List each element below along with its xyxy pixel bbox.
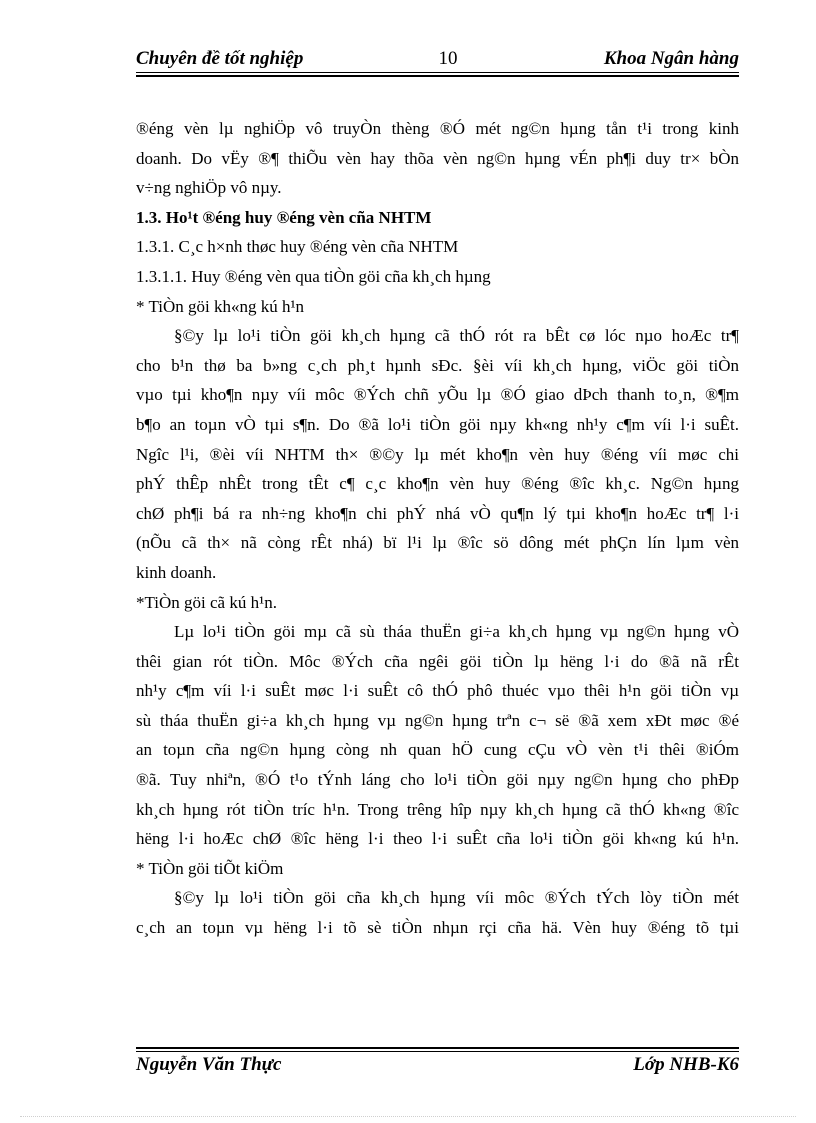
paragraph-line: v÷ng nghiÖp vô nµy.: [136, 178, 282, 198]
page-edge-divider: [20, 1116, 796, 1117]
paragraph-line: §©y lµ lo¹i tiÒn göi cña kh¸ch hµng víi môc ®Ých tÝch lòy tiÒn mét: [174, 888, 739, 908]
paragraph-line: (nÕu cã th× nã còng rÊt nhá) bï l¹i lµ ®îc sö dông mét phÇn lín lµm vèn: [136, 533, 739, 553]
paragraph-line: cho b¹n thø ba b»ng c¸ch ph¸t hµnh sÐc. §èi víi kh¸ch hµng, viÖc göi tiÒn: [136, 355, 739, 375]
paragraph-line: ®éng vèn lµ nghiÖp vô truyÒn thèng ®Ó mét ng©n hµng tån t¹i trong kinh: [136, 119, 739, 138]
paragraph-line: §©y lµ lo¹i tiÒn göi kh¸ch hµng cã thÓ rót ra bÊt cø lóc nµo hoÆc tr¶: [174, 326, 739, 346]
paragraph-line: vµo tµi kho¶n nµy víi môc ®Ých chñ yÕu lµ ®Ó giao dÞch thanh to¸n, ®¶m: [136, 385, 739, 405]
paragraph-line: an toµn cña ng©n hµng còng nh quan hÖ cung cÇu vÒ vèn t¹i thêi ®iÓm: [136, 740, 739, 760]
body-text: [136, 114, 739, 943]
page-header: [136, 48, 739, 72]
bullet-heading: *TiÒn göi cã kú h¹n.: [136, 592, 277, 612]
paragraph-line: c¸ch an toµn vµ hëng l·i tõ sè tiÒn nhµn rçi cña hä. Vèn huy ®éng tõ tµi: [136, 918, 739, 938]
header-rule-thin: [136, 72, 739, 73]
bullet-heading: * TiÒn göi tiÕt kiÖm: [136, 858, 284, 878]
footer-class: Lớp NHB-K6: [633, 1054, 739, 1075]
bullet-heading: * TiÒn göi kh«ng kú h¹n: [136, 296, 305, 316]
footer-rule-thin: [136, 1051, 739, 1052]
footer-author: Nguyễn Văn Thực: [136, 1054, 282, 1075]
paragraph-line: doanh. Do vËy ®¶ thiÕu vèn hay thõa vèn ng©n hµng vÉn ph¶i duy tr× bÒn: [136, 148, 739, 168]
header-left-text: Chuyên đề tốt nghiệp: [136, 48, 304, 69]
paragraph-line: kinh doanh.: [136, 562, 217, 582]
paragraph-line: sù tháa thuËn gi÷a kh¸ch hµng vµ ng©n hµng trªn c¬ së ®ã xem xÐt møc ®é: [136, 710, 739, 730]
page-footer: [136, 1054, 739, 1080]
section-heading: 1.3. Ho¹t ®éng huy ®éng vèn cña NHTM: [136, 207, 432, 227]
footer-rule-thick: [136, 1047, 739, 1049]
header-rule-thick: [136, 75, 739, 77]
paragraph-line: chØ ph¶i bá ra nh÷ng kho¶n chi phÝ nhá vÒ qu¶n lý tµi kho¶n hoÆc tr¶ l·i: [136, 503, 739, 523]
paragraph-line: nh¹y c¶m víi l·i suÊt møc l·i suÊt cô thÓ phô thuéc vµo thêi h¹n göi tiÒn vµ: [136, 681, 739, 701]
header-right-text: Khoa Ngân hàng: [603, 48, 739, 69]
paragraph-line: kh¸ch hµng rót tiÒn tríc h¹n. Trong trêng hîp nµy kh¸ch hµng cã thÓ kh«ng ®îc: [136, 799, 739, 819]
paragraph-line: Ngîc l¹i, ®èi víi NHTM th× ®©y lµ mét kho¶n vèn huy ®éng víi møc chi: [136, 444, 739, 464]
paragraph-line: phÝ thÊp nhÊt trong tÊt c¶ c¸c kho¶n vèn huy ®éng ®îc kh¸c. Ng©n hµng: [136, 474, 739, 494]
page-number: 10: [438, 48, 458, 69]
subsection-heading: 1.3.1. C¸c h×nh thøc huy ®éng vèn cña NHTM: [136, 237, 459, 257]
paragraph-line: hëng l·i hoÆc chØ ®îc hëng l·i theo l·i suÊt cña lo¹i tiÒn göi kh«ng kú h¹n.: [136, 829, 739, 849]
paragraph-line: Lµ lo¹i tiÒn göi mµ cã sù tháa thuËn gi÷a kh¸ch hµng vµ ng©n hµng vÒ: [174, 622, 739, 642]
paragraph-line: b¶o an toµn vÒ tµi s¶n. Do ®ã lo¹i tiÒn göi nµy kh«ng nh¹y c¶m víi l·i suÊt.: [136, 414, 739, 434]
subsection-heading: 1.3.1.1. Huy ®éng vèn qua tiÒn göi cña kh¸ch hµng: [136, 266, 491, 286]
paragraph-line: thêi gian rót tiÒn. Môc ®Ých cña ngêi göi tiÒn lµ hëng l·i do ®ã nã rÊt: [136, 651, 739, 671]
paragraph-line: ®ã. Tuy nhiªn, ®Ó t¹o tÝnh láng cho lo¹i tiÒn göi nµy ng©n hµng cho phÐp: [136, 770, 739, 790]
